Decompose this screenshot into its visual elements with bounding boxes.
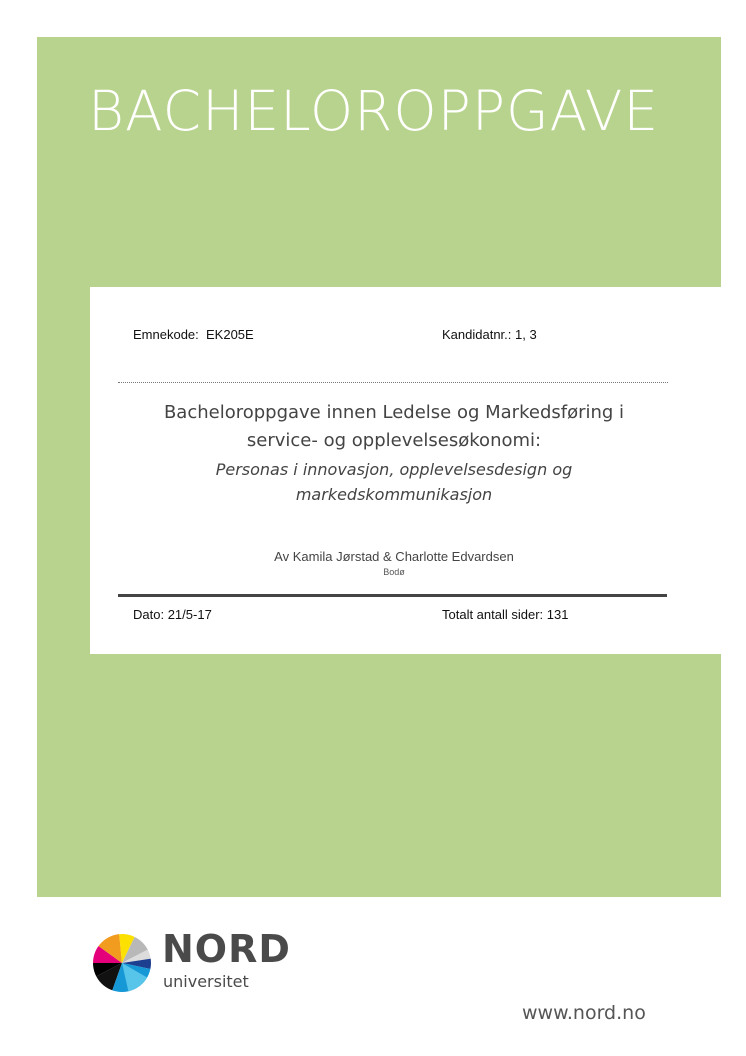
course-code-value: EK205E xyxy=(206,327,254,342)
nord-logo xyxy=(89,927,291,994)
logo-subtitle: universitet xyxy=(163,972,249,991)
logo-wordmark: NORD xyxy=(162,927,291,971)
date-value: 21/5-17 xyxy=(167,607,212,622)
place: Bodø xyxy=(383,567,405,577)
candidate-label: Kandidatnr.: xyxy=(442,327,512,342)
date-label: Dato: xyxy=(133,607,165,622)
dotted-divider xyxy=(118,382,668,383)
course-code xyxy=(133,327,254,342)
date xyxy=(133,607,212,622)
candidate-numbers xyxy=(442,327,537,342)
info-card xyxy=(90,287,721,654)
page-count-label: Totalt antall sider: xyxy=(442,607,544,622)
thesis-subtitle-line1: Personas i innovasjon, opplevelsesdesign og xyxy=(215,460,573,479)
website-url: www.nord.no xyxy=(522,1002,646,1024)
solid-divider xyxy=(118,594,667,597)
candidate-value: 1, 3 xyxy=(515,327,537,342)
authors: Av Kamila Jørstad & Charlotte Edvardsen xyxy=(274,549,514,564)
thesis-subtitle-line2: markedskommunikasjon xyxy=(295,485,493,504)
page-count-value: 131 xyxy=(546,607,569,622)
course-code-label: Emnekode: xyxy=(133,327,199,342)
thesis-title-line2: service- og opplevelsesøkonomi: xyxy=(246,430,542,451)
thesis-heading xyxy=(90,399,698,507)
nord-logo-mark-icon xyxy=(89,932,157,994)
cover-title: BACHELOROPPGAVE xyxy=(88,79,660,143)
page-count xyxy=(442,607,569,622)
thesis-title-line1: Bacheloroppgave innen Ledelse og Markedsføring i xyxy=(163,402,625,423)
